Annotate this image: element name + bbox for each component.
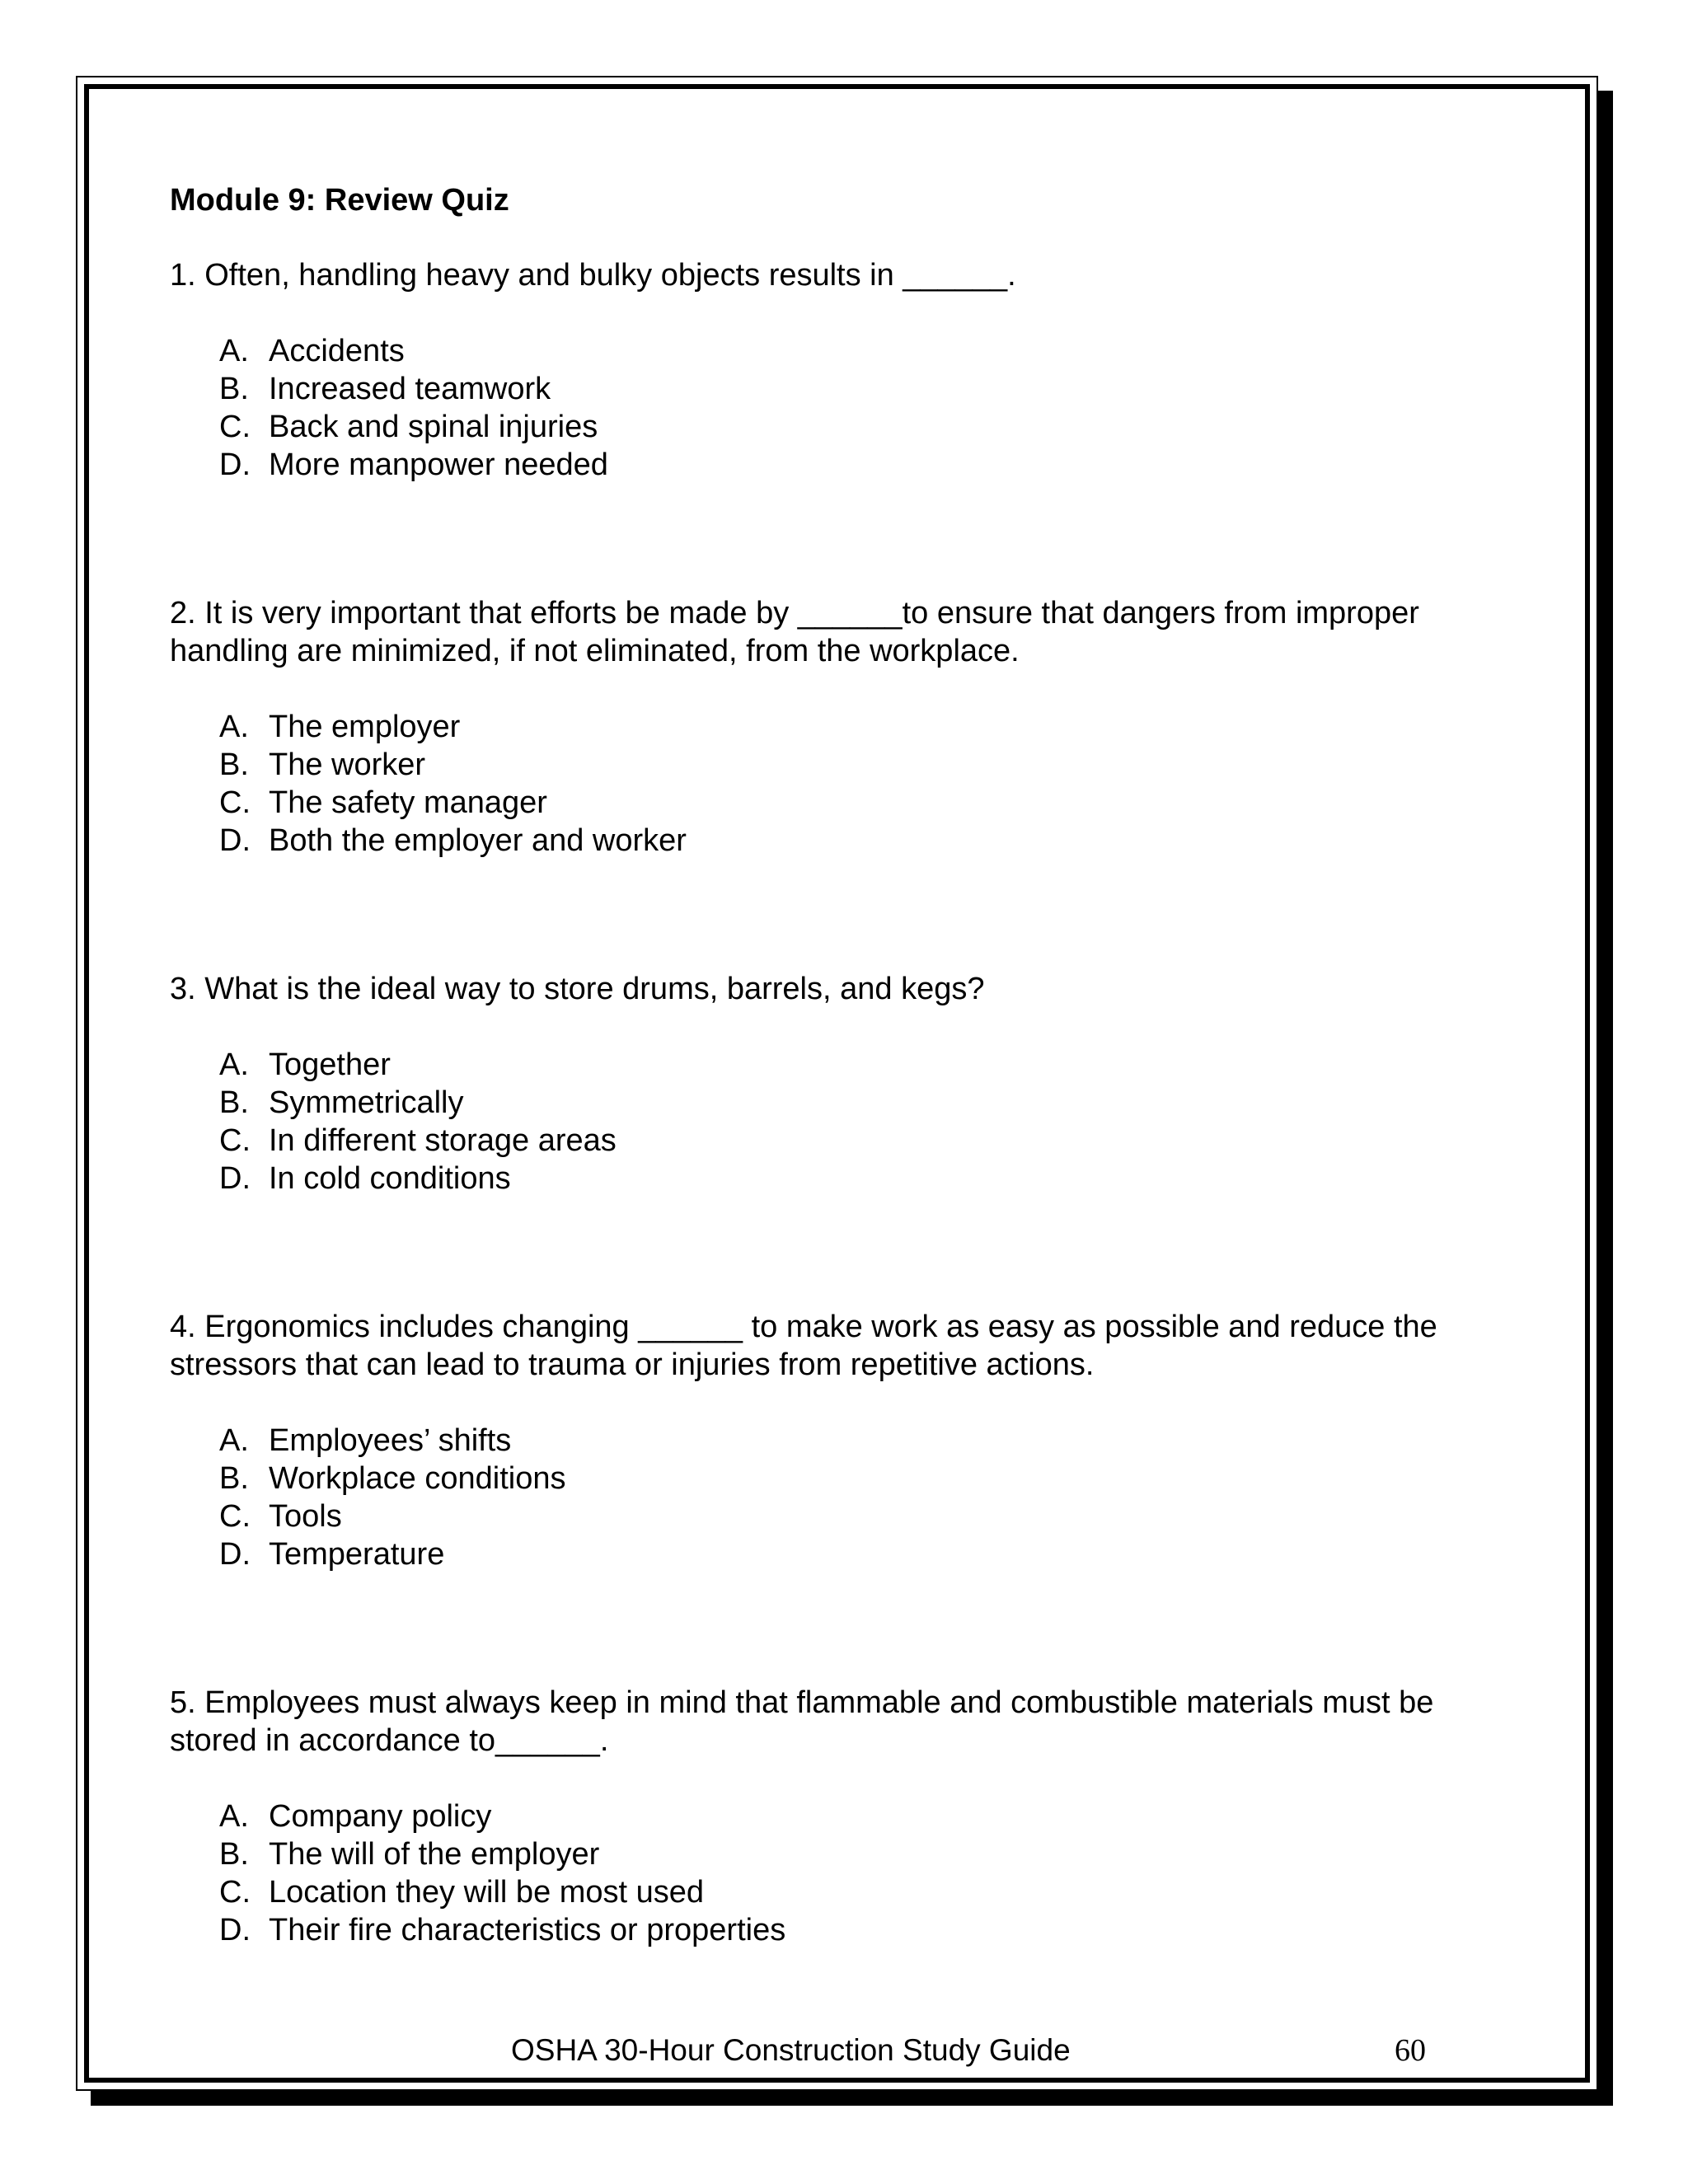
option-letter: B. bbox=[219, 748, 249, 782]
question-3-text: 3. What is the ideal way to store drums, barrels, and kegs? bbox=[170, 972, 985, 1006]
question-1-option-b bbox=[219, 370, 1456, 408]
question-4-option-b bbox=[219, 1460, 1456, 1497]
question-2-options bbox=[170, 708, 1456, 860]
option-letter: C. bbox=[219, 1875, 251, 1910]
option-text: In different storage areas bbox=[269, 1123, 617, 1158]
option-letter: C. bbox=[219, 1499, 251, 1534]
question-5-option-b bbox=[219, 1835, 1456, 1873]
option-text: Company policy bbox=[269, 1799, 492, 1834]
option-text: Symmetrically bbox=[269, 1085, 464, 1120]
option-text: Increased teamwork bbox=[269, 372, 551, 406]
question-5-option-d bbox=[219, 1911, 1456, 1949]
option-letter: D. bbox=[219, 1161, 251, 1196]
option-letter: B. bbox=[219, 1461, 249, 1496]
question-1-options bbox=[170, 332, 1456, 484]
option-text: Employees’ shifts bbox=[269, 1423, 512, 1458]
question-1-option-a bbox=[219, 332, 1456, 370]
option-text: Together bbox=[269, 1047, 391, 1082]
question-5 bbox=[170, 1684, 1456, 1949]
question-2 bbox=[170, 594, 1456, 860]
question-1-text: 1. Often, handling heavy and bulky objects results in ______. bbox=[170, 258, 1016, 293]
question-5-options bbox=[170, 1797, 1456, 1949]
option-letter: B. bbox=[219, 1085, 249, 1120]
option-text: The will of the employer bbox=[269, 1837, 600, 1872]
page-number: 60 bbox=[1395, 2033, 1426, 2068]
module-title: Module 9: Review Quiz bbox=[170, 183, 509, 218]
option-letter: C. bbox=[219, 785, 251, 820]
question-4-option-c bbox=[219, 1497, 1456, 1535]
option-letter: C. bbox=[219, 1123, 251, 1158]
question-5-option-c bbox=[219, 1873, 1456, 1911]
option-text: More manpower needed bbox=[269, 448, 608, 482]
question-4-options bbox=[170, 1422, 1456, 1573]
option-letter: A. bbox=[219, 1799, 249, 1834]
question-4-option-a bbox=[219, 1422, 1456, 1460]
question-4-option-d bbox=[219, 1535, 1456, 1573]
option-letter: A. bbox=[219, 1047, 249, 1082]
question-3-option-a bbox=[219, 1046, 1456, 1084]
question-2-option-c bbox=[219, 784, 1456, 822]
question-3-option-c bbox=[219, 1122, 1456, 1160]
footer-title: OSHA 30-Hour Construction Study Guide bbox=[511, 2033, 1071, 2067]
question-4-text: 4. Ergonomics includes changing ______ to make work as easy as possible and reduce the stressors that can lead to trauma or injuries from repetitive actions. bbox=[170, 1310, 1447, 1382]
question-2-text: 2. It is very important that efforts be made by ______to ensure that dangers from improper handling are minimized, if not eliminated, from the workplace. bbox=[170, 596, 1428, 668]
option-letter: D. bbox=[219, 823, 251, 858]
option-text: Both the employer and worker bbox=[269, 823, 687, 858]
option-text: The safety manager bbox=[269, 785, 547, 820]
option-letter: D. bbox=[219, 448, 251, 482]
question-1 bbox=[170, 256, 1456, 484]
option-text: Workplace conditions bbox=[269, 1461, 566, 1496]
option-text: Back and spinal injuries bbox=[269, 410, 598, 444]
question-3-options bbox=[170, 1046, 1456, 1197]
question-2-option-a bbox=[219, 708, 1456, 746]
option-text: The worker bbox=[269, 748, 426, 782]
quiz-content bbox=[170, 181, 1456, 1949]
option-letter: A. bbox=[219, 334, 249, 368]
question-1-option-c bbox=[219, 408, 1456, 446]
option-letter: D. bbox=[219, 1913, 251, 1947]
option-text: Tools bbox=[269, 1499, 342, 1534]
question-5-option-a bbox=[219, 1797, 1456, 1835]
option-letter: A. bbox=[219, 710, 249, 744]
option-letter: D. bbox=[219, 1537, 251, 1572]
option-text: In cold conditions bbox=[269, 1161, 511, 1196]
page-footer bbox=[0, 2032, 1688, 2073]
option-text: Accidents bbox=[269, 334, 405, 368]
option-text: Their fire characteristics or properties bbox=[269, 1913, 786, 1947]
question-3 bbox=[170, 970, 1456, 1197]
option-text: The employer bbox=[269, 710, 461, 744]
option-text: Temperature bbox=[269, 1537, 445, 1572]
option-letter: C. bbox=[219, 410, 251, 444]
question-5-text: 5. Employees must always keep in mind that flammable and combustible materials must be stored in accordance to______. bbox=[170, 1685, 1442, 1758]
option-text: Location they will be most used bbox=[269, 1875, 705, 1910]
option-letter: B. bbox=[219, 1837, 249, 1872]
question-3-option-b bbox=[219, 1084, 1456, 1122]
option-letter: B. bbox=[219, 372, 249, 406]
question-1-option-d bbox=[219, 446, 1456, 484]
option-letter: A. bbox=[219, 1423, 249, 1458]
question-4 bbox=[170, 1308, 1456, 1573]
question-2-option-b bbox=[219, 746, 1456, 784]
question-3-option-d bbox=[219, 1160, 1456, 1197]
question-2-option-d bbox=[219, 822, 1456, 860]
